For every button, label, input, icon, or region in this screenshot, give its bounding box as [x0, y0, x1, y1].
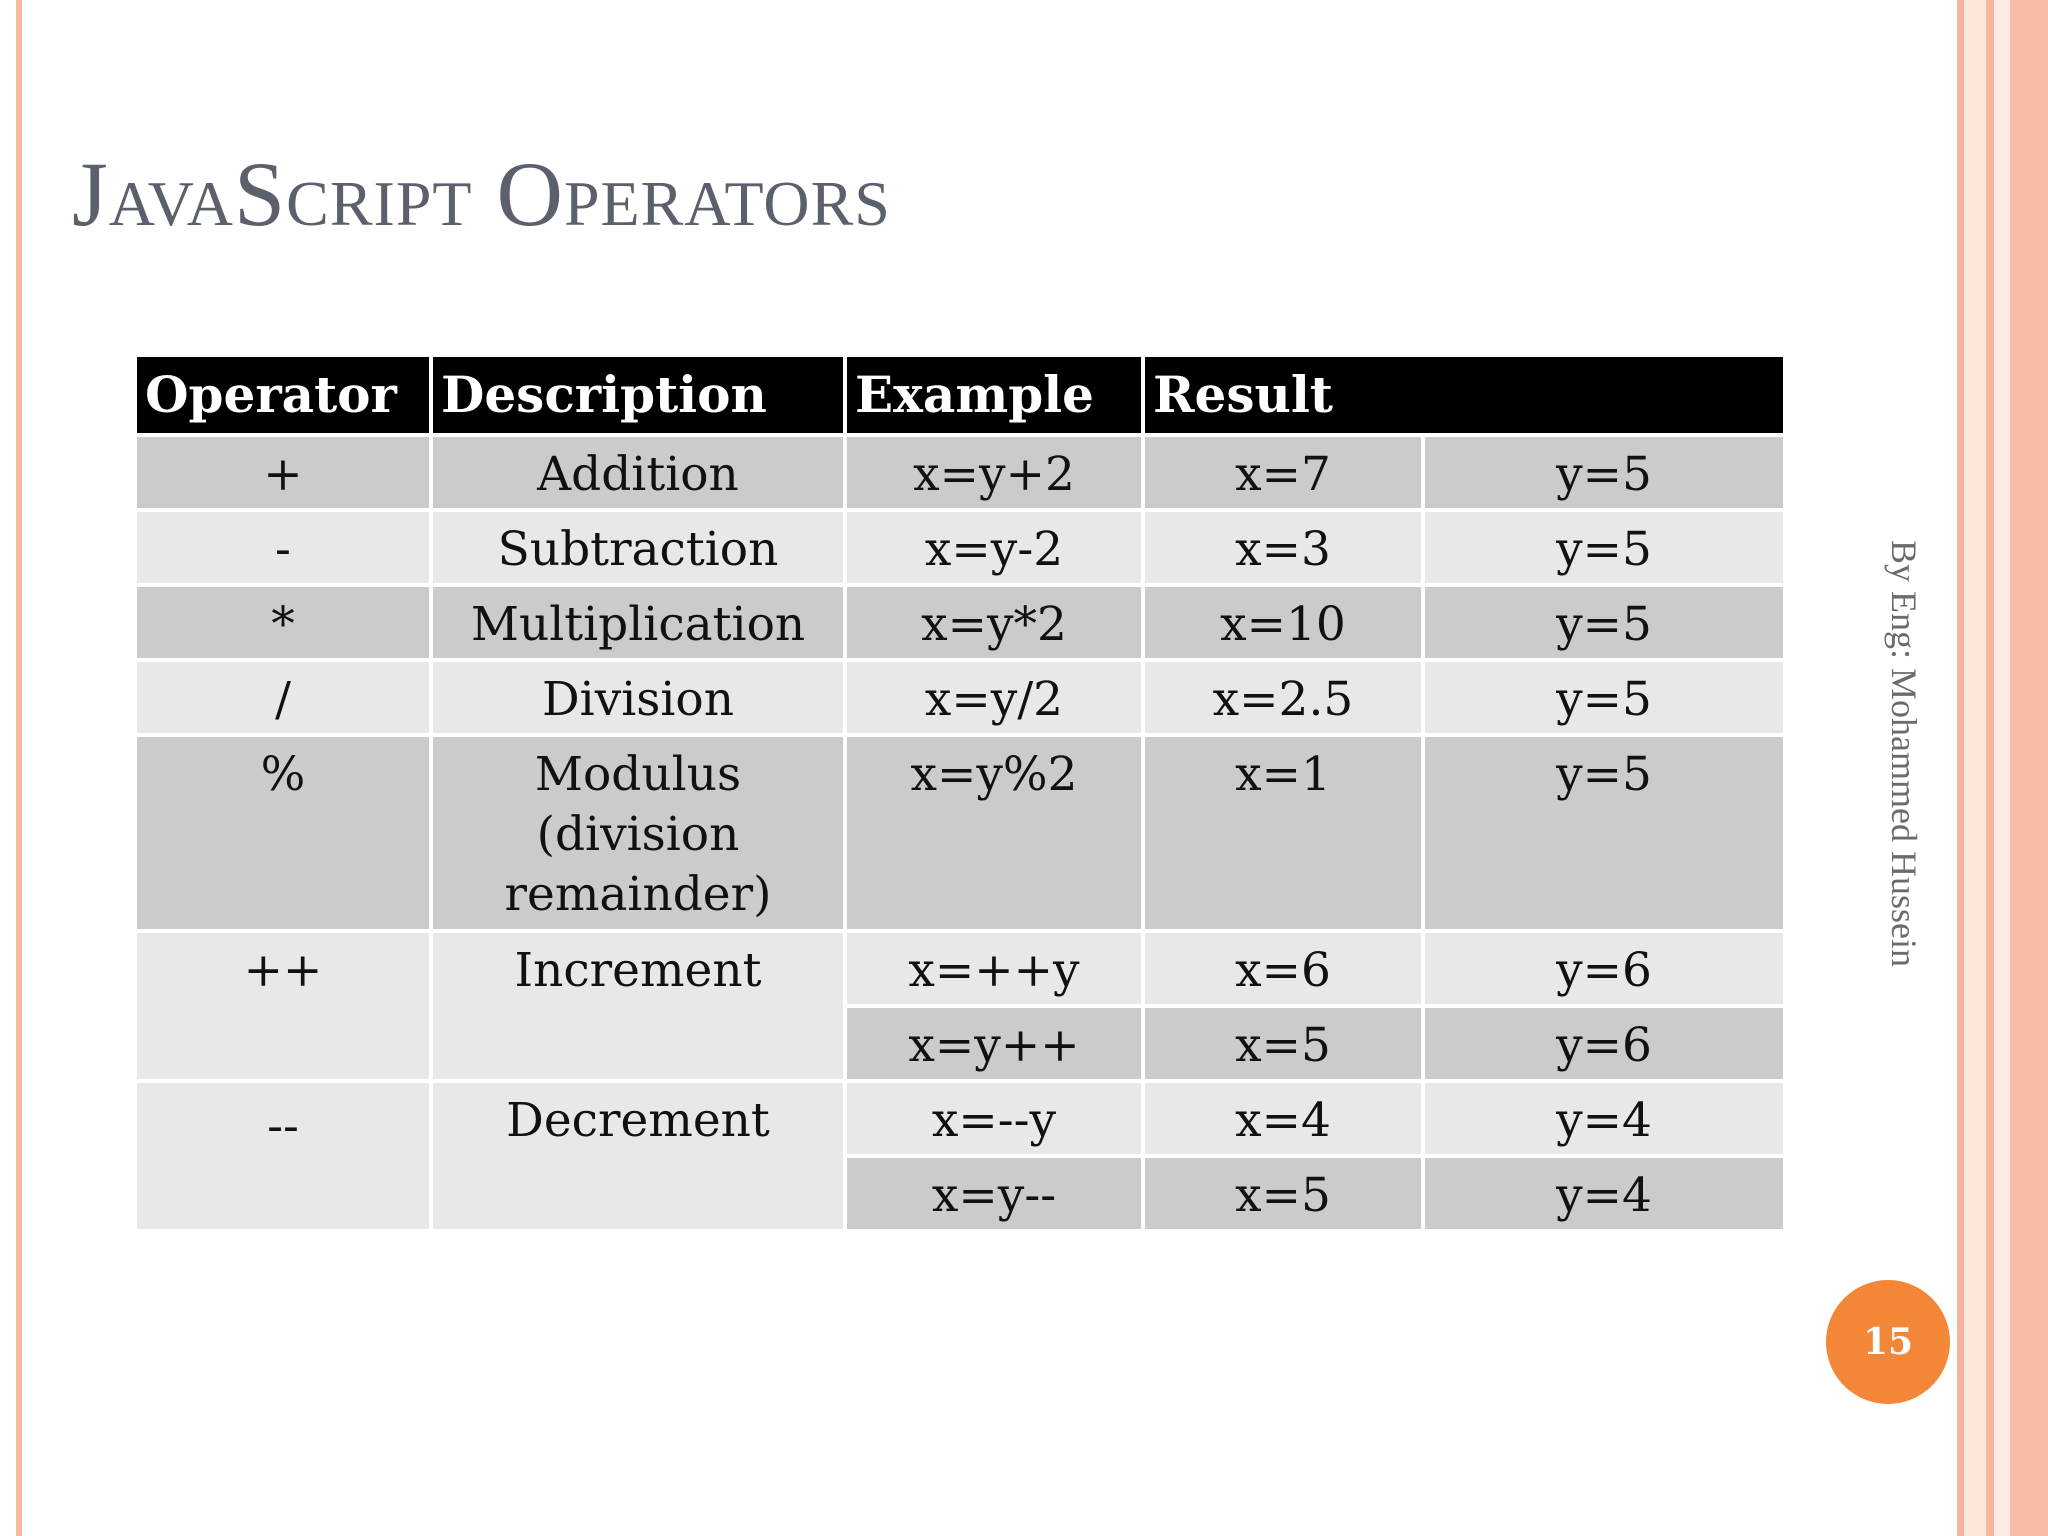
result-x-cell: x=4	[1145, 1083, 1421, 1154]
result-y-cell: y=6	[1425, 1008, 1783, 1079]
table-header-row	[137, 357, 1783, 433]
description-cell: Modulus (division remainder)	[433, 737, 843, 929]
result-y-cell: y=5	[1425, 437, 1783, 508]
operator-cell: +	[137, 437, 429, 508]
table-row	[137, 512, 1783, 583]
page-number: 15	[1862, 1321, 1914, 1363]
result-x-cell: x=6	[1145, 933, 1421, 1004]
right-border-stripe	[1986, 0, 1994, 1536]
description-cell: Multiplication	[433, 587, 843, 658]
header-result: Result	[1145, 357, 1783, 433]
example-cell: x=y*2	[847, 587, 1141, 658]
table-row	[137, 933, 1783, 1004]
right-border-stripe	[1964, 0, 1986, 1536]
operator-cell: %	[137, 737, 429, 929]
right-border-stripe	[1994, 0, 2010, 1536]
example-cell: x=y--	[847, 1158, 1141, 1229]
example-cell: x=--y	[847, 1083, 1141, 1154]
result-y-cell: y=5	[1425, 737, 1783, 929]
operators-table	[133, 353, 1787, 1233]
result-y-cell: y=4	[1425, 1083, 1783, 1154]
example-cell: x=y-2	[847, 512, 1141, 583]
result-y-cell: y=6	[1425, 933, 1783, 1004]
left-border-stripe	[16, 0, 22, 1536]
right-border-stripe	[2010, 0, 2048, 1536]
header-description: Description	[433, 357, 843, 433]
operator-cell: *	[137, 587, 429, 658]
operator-cell: -	[137, 512, 429, 583]
header-example: Example	[847, 357, 1141, 433]
result-y-cell: y=4	[1425, 1158, 1783, 1229]
page-number-badge	[1826, 1280, 1950, 1404]
description-cell: Subtraction	[433, 512, 843, 583]
header-operator: Operator	[137, 357, 429, 433]
description-cell: Addition	[433, 437, 843, 508]
result-x-cell: x=3	[1145, 512, 1421, 583]
result-x-cell: x=5	[1145, 1158, 1421, 1229]
description-cell: Decrement	[433, 1083, 843, 1229]
result-y-cell: y=5	[1425, 662, 1783, 733]
table-row	[137, 737, 1783, 929]
operator-cell: --	[137, 1083, 429, 1229]
result-x-cell: x=5	[1145, 1008, 1421, 1079]
description-cell: Increment	[433, 933, 843, 1079]
example-cell: x=y++	[847, 1008, 1141, 1079]
operator-cell: ++	[137, 933, 429, 1079]
example-cell: x=y/2	[847, 662, 1141, 733]
result-x-cell: x=7	[1145, 437, 1421, 508]
result-y-cell: y=5	[1425, 587, 1783, 658]
table-row	[137, 662, 1783, 733]
result-x-cell: x=10	[1145, 587, 1421, 658]
table-row	[137, 587, 1783, 658]
author-credit: By Eng: Mohammed Hussein	[1884, 540, 1924, 967]
example-cell: x=y+2	[847, 437, 1141, 508]
table-row	[137, 1083, 1783, 1154]
description-cell: Division	[433, 662, 843, 733]
example-cell: x=++y	[847, 933, 1141, 1004]
operator-cell: /	[137, 662, 429, 733]
table-row	[137, 437, 1783, 508]
slide-title: JavaScript Operators	[72, 143, 891, 245]
result-x-cell: x=2.5	[1145, 662, 1421, 733]
result-x-cell: x=1	[1145, 737, 1421, 929]
result-y-cell: y=5	[1425, 512, 1783, 583]
right-border-stripe	[1957, 0, 1964, 1536]
example-cell: x=y%2	[847, 737, 1141, 929]
